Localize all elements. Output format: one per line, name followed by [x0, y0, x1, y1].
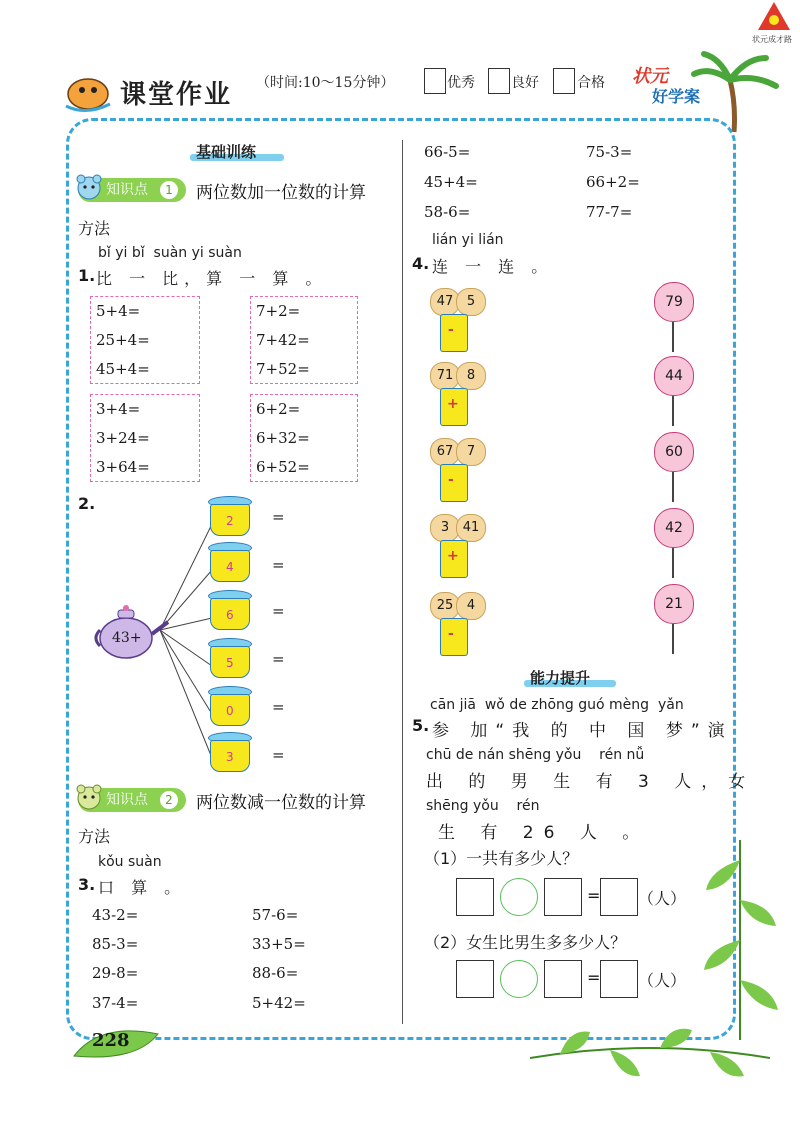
q3-item: 88-6= [252, 964, 299, 982]
q4-number: 4. [412, 254, 430, 273]
q2-equals: = [272, 556, 285, 574]
q5-line1: 参 加“我 的 中 国 梦”演 [432, 721, 733, 741]
time-note: （时间:10～15分钟） [256, 75, 395, 91]
can-number-a: 67 [430, 438, 460, 466]
q5-pinyin-line3: shēng yǒu rén [426, 798, 540, 814]
can-number-a: 3 [430, 514, 460, 542]
q1-item: 6+2= [256, 400, 301, 418]
lollipop-stick [672, 548, 674, 578]
answer-box[interactable] [456, 878, 494, 916]
can-number-a: 47 [430, 288, 460, 316]
corner-logo-icon [754, 0, 794, 36]
q3-item: 37-4= [92, 994, 139, 1012]
can-number-b: 41 [456, 514, 486, 542]
q1-item: 6+52= [256, 458, 310, 476]
can-operator: + [447, 548, 459, 564]
equals-sign: = [587, 968, 601, 987]
q3-text: 口 算 。 [98, 878, 187, 897]
q1-item: 25+4= [96, 331, 150, 349]
q2-equals: = [272, 698, 285, 716]
lollipop-value: 44 [654, 356, 694, 396]
knowledge-point-badge-label: 知识点 [106, 792, 148, 808]
can-operator: - [448, 626, 454, 642]
lollipop-stick [672, 624, 674, 654]
lollipop-value: 21 [654, 584, 694, 624]
q1-number: 1. [78, 266, 96, 285]
page-title: 课堂作业 [120, 80, 233, 110]
q3-item: 85-3= [92, 935, 139, 953]
knowledge-point-badge-label: 知识点 [106, 182, 148, 198]
q5-pinyin-line1: cān jiā wǒ de zhōng guó mèng yǎn [430, 697, 684, 713]
q1-pinyin: bǐ yi bǐ suàn yi suàn [98, 245, 242, 261]
lollipop-value: 42 [654, 508, 694, 548]
q5-number: 5. [412, 716, 430, 735]
q5-sub1: （1）一共有多少人？ [424, 849, 579, 868]
can-number-a: 25 [430, 592, 460, 620]
column-divider [402, 140, 403, 1024]
lollipop-stick [672, 472, 674, 502]
cup-number: 6 [226, 608, 234, 622]
teapot-label: 43+ [112, 630, 142, 646]
answer-box[interactable] [544, 878, 582, 916]
answer-box[interactable] [544, 960, 582, 998]
rating-label-pass: 合格 [577, 75, 605, 91]
q5-pinyin-line2: chū de nán shēng yǒu rén nǚ [426, 747, 645, 763]
page-number: 228 [92, 1030, 130, 1051]
unit-label: （人） [638, 889, 687, 908]
q5-line2: 出 的 男 生 有 3 人，女 [426, 772, 756, 792]
bear-icon [74, 172, 104, 202]
corner-brand-text: 状元成才路 [752, 35, 792, 44]
q3-item: 43-2= [92, 906, 139, 924]
can-number-b: 5 [456, 288, 486, 316]
lollipop-stick [672, 322, 674, 352]
q5-sub2: （2）女生比男生多多少人？ [424, 933, 627, 952]
cup-number: 0 [226, 704, 234, 718]
q3-number: 3. [78, 875, 96, 894]
can-number-b: 4 [456, 592, 486, 620]
knowledge-point-number-2: 2 [160, 791, 178, 809]
knowledge-point-title-2: 两位数减一位数的计算 [196, 793, 366, 813]
q4-pinyin: lián yi lián [432, 232, 504, 248]
can-number-a: 71 [430, 362, 460, 390]
section2-title: 能力提升 [530, 669, 591, 687]
bear-icon [74, 782, 104, 812]
q3-item: 75-3= [586, 143, 633, 161]
brand-line1: 状元 [632, 66, 668, 87]
can-icon [440, 618, 468, 656]
q3-item: 29-8= [92, 964, 139, 982]
knowledge-point-number-1: 1 [160, 181, 178, 199]
operator-circle[interactable] [500, 960, 538, 998]
lollipop-value: 60 [654, 432, 694, 472]
operator-circle[interactable] [500, 878, 538, 916]
can-operator: + [447, 396, 459, 412]
q3-item: 66-5= [424, 143, 471, 161]
q1-item: 6+32= [256, 429, 310, 447]
q2-equals: = [272, 650, 285, 668]
q1-item: 5+4= [96, 302, 141, 320]
method-label-2: 方法 [78, 827, 111, 846]
can-operator: - [448, 472, 454, 488]
q1-item: 3+64= [96, 458, 150, 476]
section1-title: 基础训练 [196, 143, 257, 161]
q2-number: 2. [78, 494, 96, 513]
answer-box[interactable] [456, 960, 494, 998]
can-icon [440, 464, 468, 502]
q3-item: 57-6= [252, 906, 299, 924]
q3-item: 66+2= [586, 173, 640, 191]
cup-number: 5 [226, 656, 234, 670]
q1-text: 比 一 比，算 一 算 。 [96, 269, 328, 288]
q4-text: 连 一 连 。 [432, 257, 554, 276]
method-label-1: 方法 [78, 219, 111, 238]
cup-number: 4 [226, 560, 234, 574]
lollipop-value: 79 [654, 282, 694, 322]
rating-box-good[interactable] [488, 68, 510, 94]
q3-item: 45+4= [424, 173, 478, 191]
leaf-decoration-icon [530, 1028, 770, 1088]
q3-item: 77-7= [586, 203, 633, 221]
q1-item: 45+4= [96, 360, 150, 378]
answer-box[interactable] [600, 878, 638, 916]
q1-item: 3+24= [96, 429, 150, 447]
knowledge-point-title-1: 两位数加一位数的计算 [196, 183, 366, 203]
can-number-b: 8 [456, 362, 486, 390]
brand-line2: 好学案 [652, 87, 701, 106]
q2-equals: = [272, 746, 285, 764]
rating-label-good: 良好 [511, 75, 539, 91]
can-number-b: 7 [456, 438, 486, 466]
lollipop-stick [672, 396, 674, 426]
q3-item: 5+42= [252, 994, 306, 1012]
q2-equals: = [272, 602, 285, 620]
q1-item: 7+42= [256, 331, 310, 349]
equals-sign: = [587, 886, 601, 905]
q3-pinyin: kǒu suàn [98, 854, 162, 870]
q1-item: 7+52= [256, 360, 310, 378]
q1-item: 3+4= [96, 400, 141, 418]
leaf-decoration-icon [700, 840, 780, 1040]
q3-item: 58-6= [424, 203, 471, 221]
can-operator: - [448, 322, 454, 338]
q2-equals: = [272, 508, 285, 526]
mascot-logo [58, 70, 114, 114]
cup-number: 3 [226, 750, 234, 764]
q3-item: 33+5= [252, 935, 306, 953]
rating-box-excellent[interactable] [424, 68, 446, 94]
rating-label-excellent: 优秀 [447, 75, 475, 91]
rating-box-pass[interactable] [553, 68, 575, 94]
q5-line3: 生 有 26 人 。 [438, 823, 650, 843]
can-icon [440, 314, 468, 352]
cup-number: 2 [226, 514, 234, 528]
q1-item: 7+2= [256, 302, 301, 320]
unit-label: （人） [638, 971, 687, 990]
answer-box[interactable] [600, 960, 638, 998]
